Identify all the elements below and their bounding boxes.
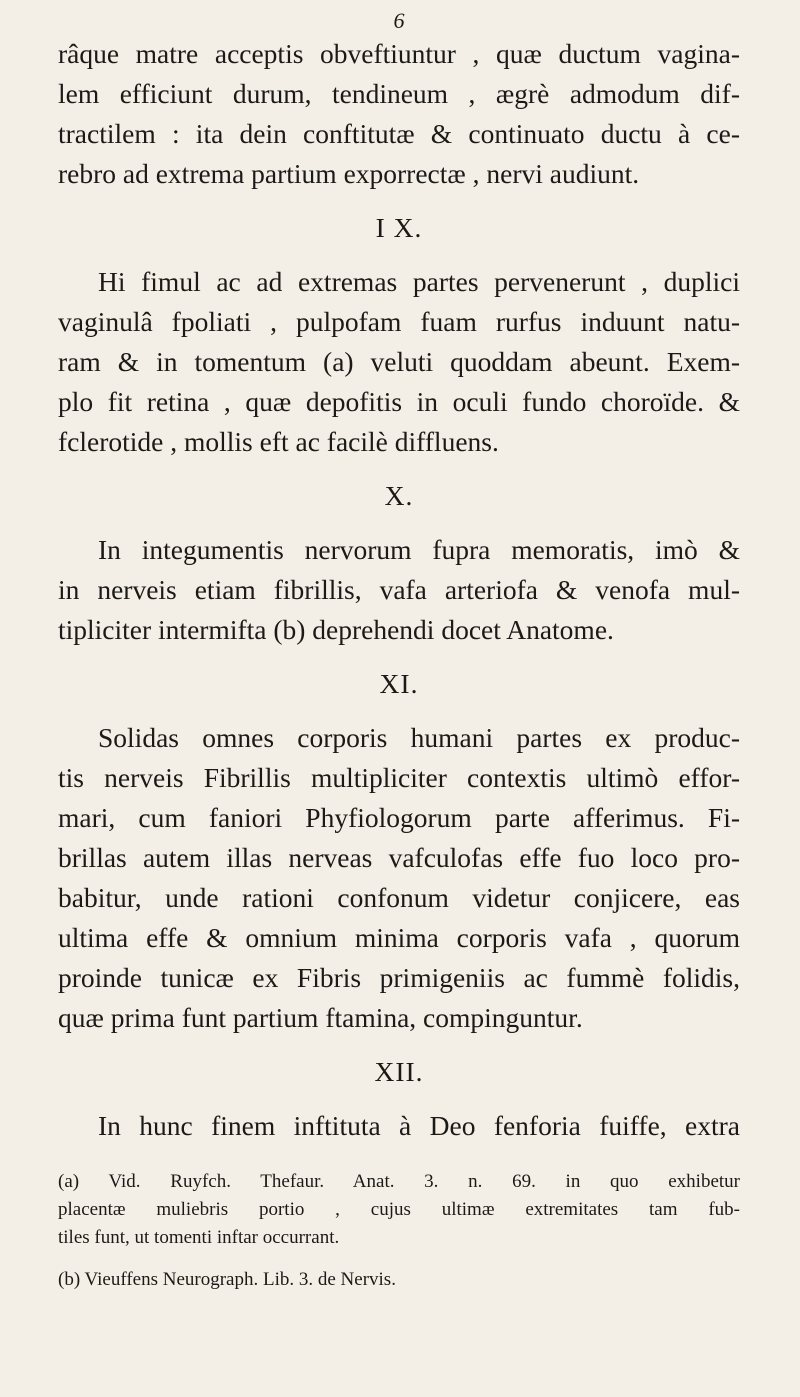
section-heading: X. — [384, 480, 414, 511]
paragraph — [58, 34, 740, 194]
text-line: mari, cum faniori Phyfiologorum parte afferimus. Fi- — [58, 802, 740, 833]
text-line: brillas autem illas nerveas vafculofas effe fuo loco pro- — [58, 842, 740, 873]
text-line: quæ prima funt partium ftamina, compinguntur. — [58, 1002, 583, 1033]
text-line: râque matre acceptis obveftiuntur , quæ ductum vagina- — [58, 38, 740, 69]
text-line: tis nerveis Fibrillis multipliciter contextis ultimò effor- — [58, 762, 740, 793]
paragraph — [58, 1106, 740, 1146]
page-number: 6 — [393, 8, 405, 33]
footnote-line: (a) Vid. Ruyfch. Thefaur. Anat. 3. n. 69. in quo exhibetur — [58, 1171, 740, 1192]
text-line: ultima effe & omnium minima corporis vafa , quorum — [58, 922, 740, 953]
footnote-line: tiles funt, ut tomenti inftar occurrant. — [58, 1227, 340, 1248]
text-line: rebro ad extrema partium exporrectæ , nervi audiunt. — [58, 158, 640, 189]
text-line: Solidas omnes corporis humani partes ex produc- — [98, 722, 740, 753]
footnote-line: (b) Vieuffens Neurograph. Lib. 3. de Nervis. — [58, 1269, 396, 1290]
text-line: Hi fimul ac ad extremas partes pervenerunt , duplici — [98, 266, 740, 297]
text-line: plo fit retina , quæ depofitis in oculi fundo choroïde. & — [58, 386, 740, 417]
main-text — [58, 34, 740, 1146]
text-line: babitur, unde rationi confonum videtur conjicere, eas — [58, 882, 740, 913]
text-line: In integumentis nervorum fupra memoratis, imò & — [98, 534, 740, 565]
text-line: fclerotide , mollis eft ac facilè diffluens. — [58, 426, 499, 457]
text-line: in nerveis etiam fibrillis, vafa arteriofa & venofa mul- — [58, 574, 740, 605]
footnote — [58, 1266, 740, 1294]
footnote-line: placentæ muliebris portio , cujus ultimæ extremitates tam fub- — [58, 1199, 740, 1220]
section-heading: I X. — [375, 212, 423, 243]
text-line: proinde tunicæ ex Fibris primigeniis ac fummè folidis, — [58, 962, 740, 993]
footnotes — [58, 1168, 740, 1294]
text-line: lem efficiunt durum, tendineum , ægrè admodum dif- — [58, 78, 740, 109]
paragraph — [58, 530, 740, 650]
text-line: tipliciter intermifta (b) deprehendi docet Anatome. — [58, 614, 614, 645]
section-heading: XI. — [379, 668, 419, 699]
paragraph — [58, 718, 740, 1038]
text-line: ram & in tomentum (a) veluti quoddam abeunt. Exem- — [58, 346, 740, 377]
text-line: vaginulâ fpoliati , pulpofam fuam rurfus induunt natu- — [58, 306, 740, 337]
paragraph — [58, 262, 740, 462]
section-heading: XII. — [374, 1056, 424, 1087]
text-line: In hunc finem inftituta à Deo fenforia fuiffe, extra — [98, 1110, 740, 1141]
text-line: tractilem : ita dein conftitutæ & continuato ductu à ce- — [58, 118, 740, 149]
footnote — [58, 1168, 740, 1252]
